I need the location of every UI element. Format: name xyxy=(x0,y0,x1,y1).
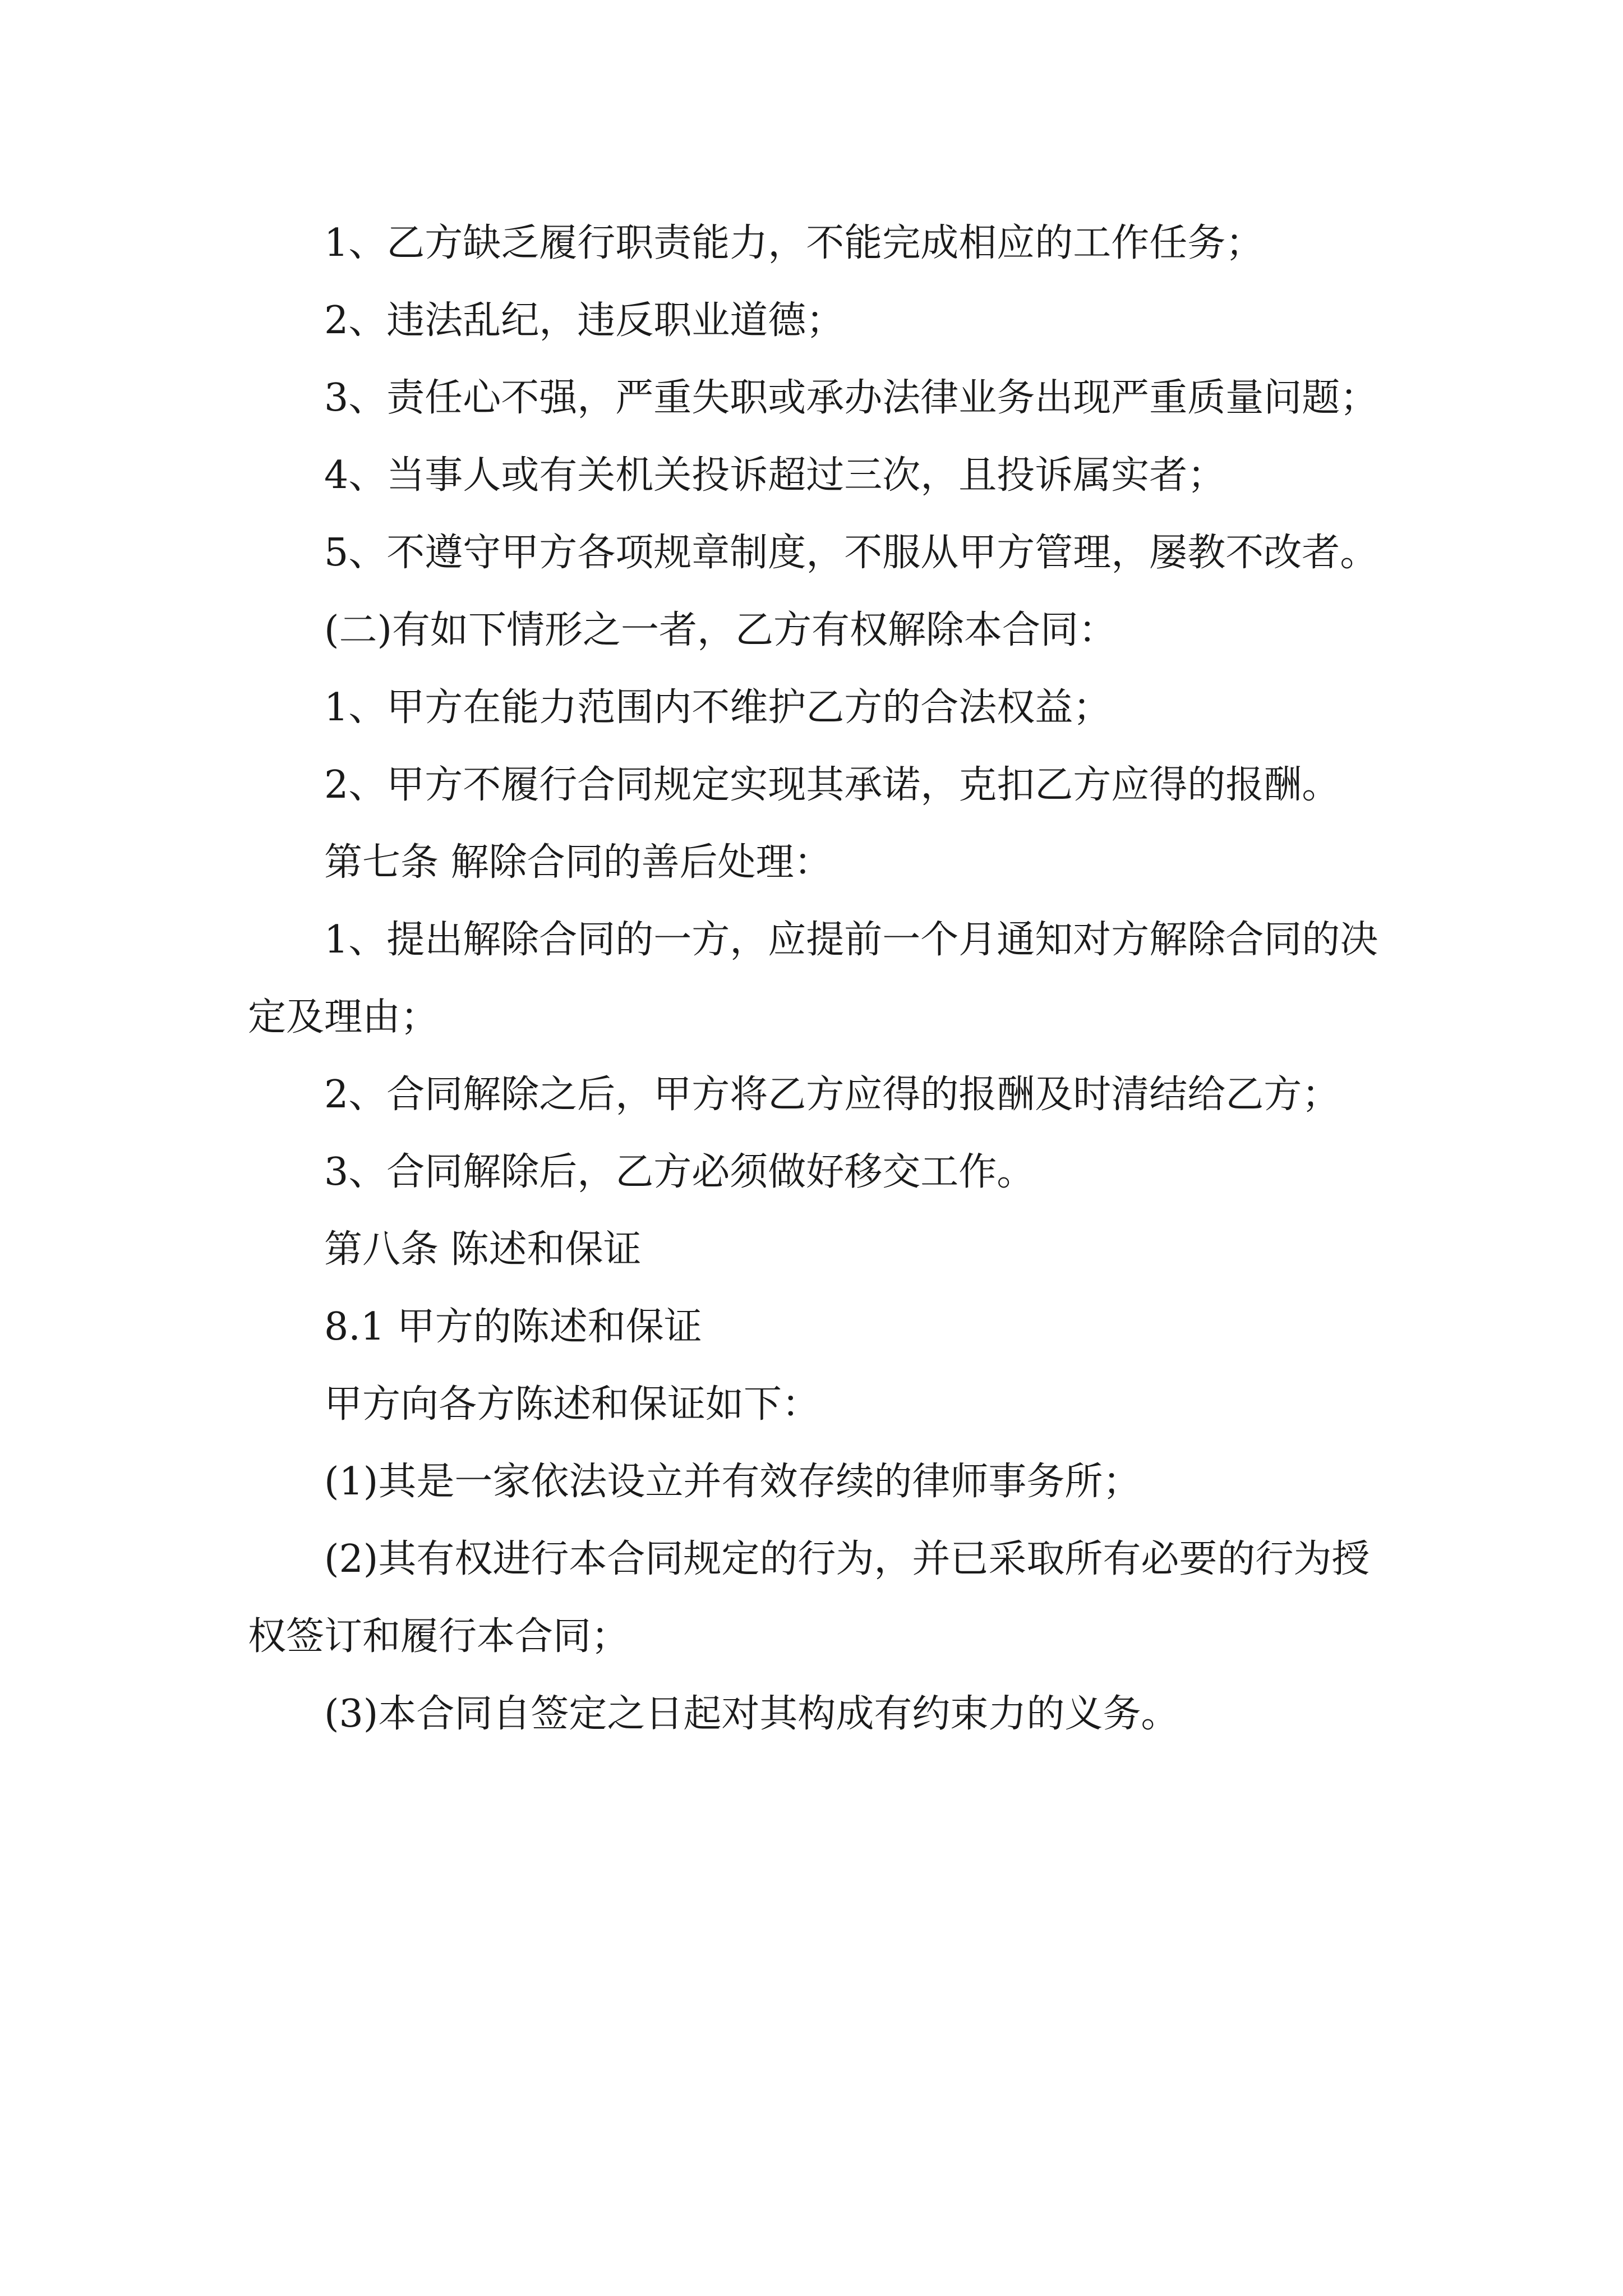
clause-b-item-2: 2、甲方不履行合同规定实现其承诺，克扣乙方应得的报酬。 xyxy=(324,763,1340,807)
clause-b-item-1: 1、甲方在能力范围内不维护乙方的合法权益； xyxy=(324,685,1112,730)
article-8-heading: 第八条 陈述和保证 xyxy=(324,1227,642,1272)
section-8-1-item-2: (2)其有权进行本合同规定的行为，并已采取所有必要的行为授权签订和履行本合同； xyxy=(248,1537,1370,1659)
clause-item-5-noncompliance: 5、不遵守甲方各项规章制度，不服从甲方管理，屡教不改者。 xyxy=(324,531,1378,575)
section-8-1-item-3: (3)本合同自签定之日起对其构成有约束力的义务。 xyxy=(324,1692,1179,1736)
clause-item-2-violation: 2、违法乱纪，违反职业道德； xyxy=(324,298,845,343)
clause-item-4-complaints: 4、当事人或有关机关投诉超过三次，且投诉属实者； xyxy=(324,453,1226,498)
article-7-item-2: 2、合同解除之后，甲方将乙方应得的报酬及时清结给乙方； xyxy=(324,1073,1340,1117)
article-7-item-1: 1、提出解除合同的一方，应提前一个月通知对方解除合同的决定及理由； xyxy=(248,918,1378,1039)
article-7-item-3: 3、合同解除后，乙方必须做好移交工作。 xyxy=(324,1150,1035,1194)
clause-item-1-lack-ability: 1、乙方缺乏履行职责能力，不能完成相应的工作任务； xyxy=(324,221,1264,265)
article-7-heading: 第七条 解除合同的善后处理： xyxy=(324,840,832,885)
clause-item-3-negligence: 3、责任心不强，严重失职或承办法律业务出现严重质量问题； xyxy=(324,376,1378,420)
section-b-heading: (二)有如下情形之一者，乙方有权解除本合同： xyxy=(324,608,1117,652)
section-8-1-heading: 8.1 甲方的陈述和保证 xyxy=(324,1305,702,1349)
section-8-1-item-1: (1)其是一家依法设立并有效存续的律师事务所； xyxy=(324,1460,1141,1504)
section-8-1-intro: 甲方向各方陈述和保证如下： xyxy=(324,1382,820,1427)
contract-text-body xyxy=(248,205,1381,1753)
